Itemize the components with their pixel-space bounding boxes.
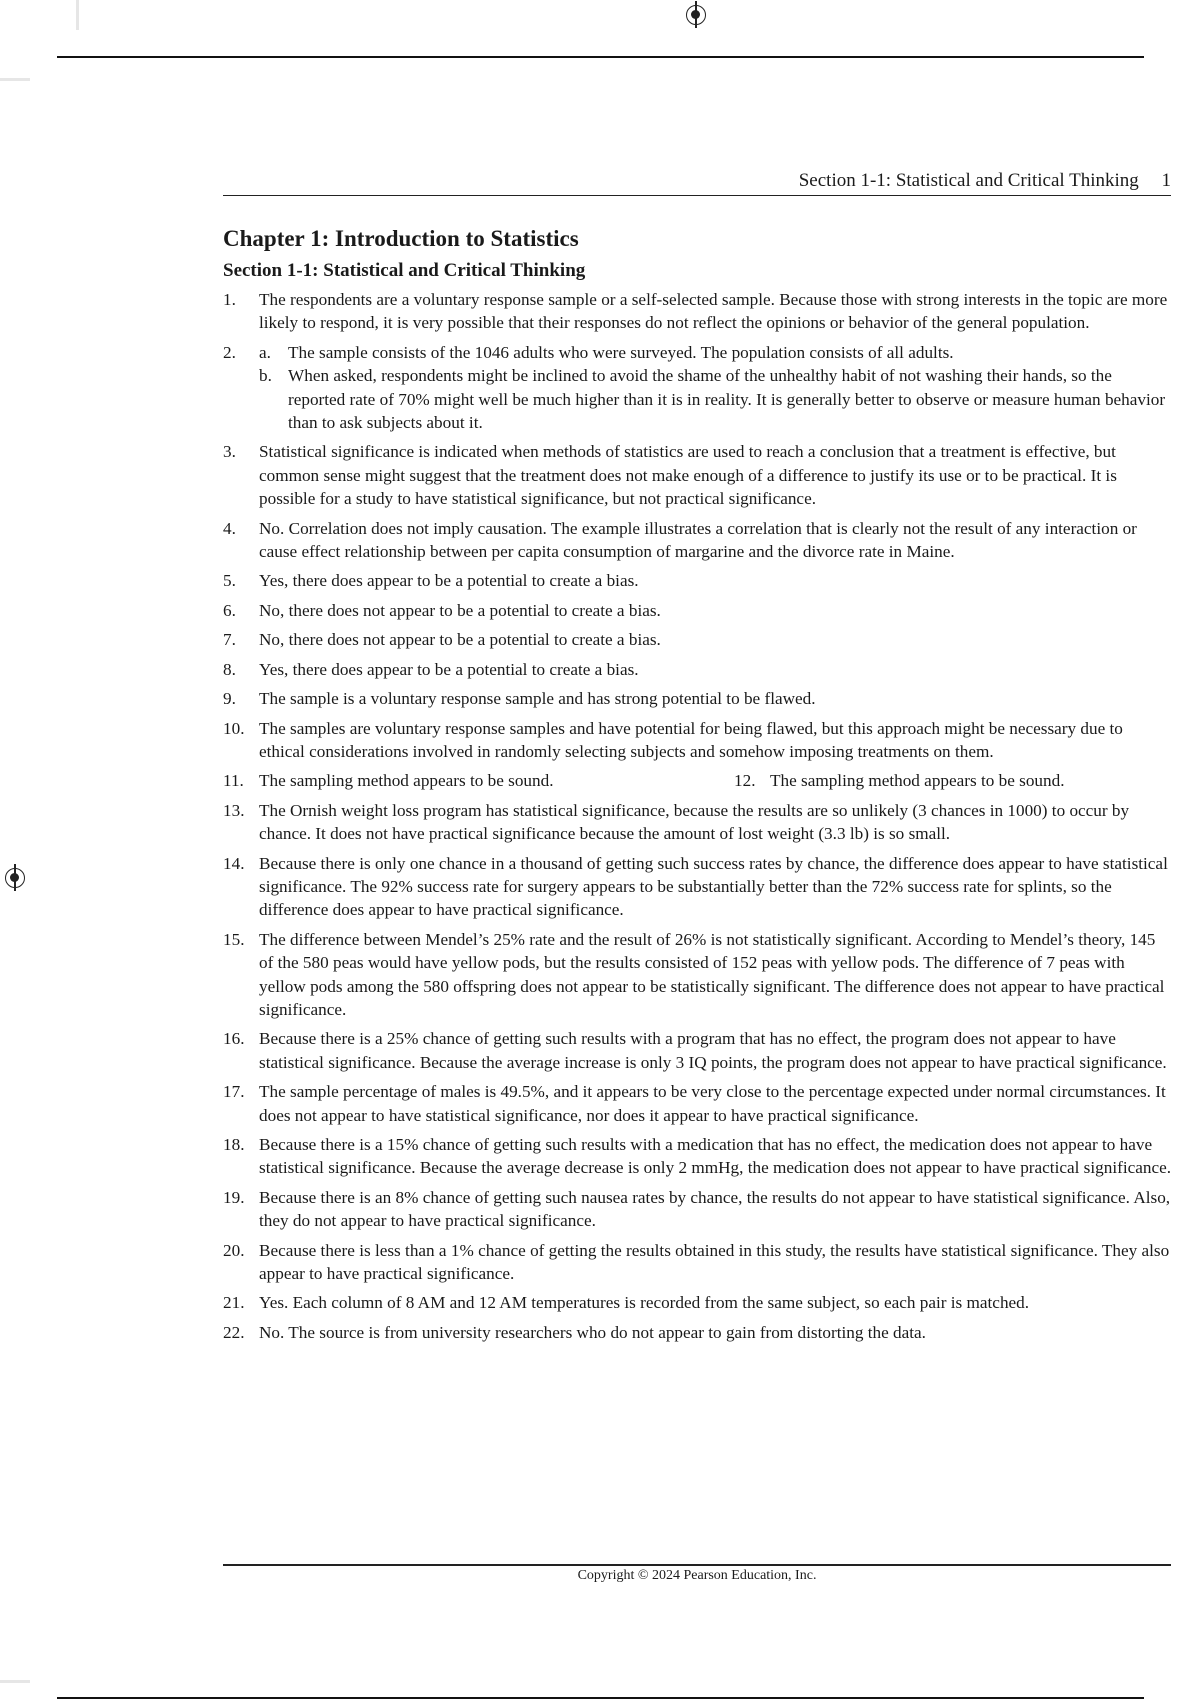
answer-text: No. Correlation does not imply causation. The example illustrates a correlation that is clearly not the result of any interaction or cause effect relationship between per capita consumption of margarine and the divorce rate in Maine.: [259, 518, 1137, 562]
answer-text: No, there does not appear to be a potential to create a bias.: [259, 600, 661, 620]
answer-number: 16.: [223, 1029, 245, 1049]
answer-item: [223, 1321, 1171, 1344]
answer-text: No, there does not appear to be a potential to create a bias.: [259, 630, 661, 650]
footer-rule: [223, 1564, 1171, 1566]
answer-row-two-column: [223, 769, 1171, 792]
answer-text: The sample percentage of males is 49.5%, and it appears to be very close to the percentage expected under normal circumstances. It does not appear to have statistical significance, nor does it appear to have practical significance.: [259, 1082, 1166, 1125]
answer-number: 1.: [223, 290, 236, 309]
answer-item: [223, 1239, 1171, 1286]
crop-mark-top: [76, 0, 79, 30]
answer-item: [223, 799, 1171, 846]
answer-number: 9.: [223, 689, 236, 709]
answer-item: [223, 852, 1171, 922]
answer-text: Yes, there does appear to be a potential to create a bias.: [259, 571, 639, 591]
answer-item: [223, 928, 1171, 1022]
page-number: 1: [1161, 170, 1171, 191]
answer-number: 14.: [223, 853, 245, 873]
answer-subitems: [259, 341, 1171, 435]
answer-text: The Ornish weight loss program has statistical significance, because the results are so unlikely (3 chances in 1000) to occur by chance. It does not have practical significance because the amount of lost weight (3.3 lb) is so small.: [259, 800, 1130, 844]
answer-number: 2.: [223, 342, 236, 362]
answer-text: Because there is a 25% chance of getting such results with a program that has no effect, the program does not appear to have statistical significance. Because the average increase is only 3 IQ points, the program does not appear to have practical significance.: [259, 1029, 1167, 1072]
answer-text: Yes. Each column of 8 AM and 12 AM temperatures is recorded from the same subject, so each pair is matched.: [259, 1293, 1030, 1313]
answer-text: The sampling method appears to be sound.: [770, 771, 1065, 791]
answer-item: [223, 341, 1171, 435]
answer-text: No. The source is from university researchers who do not appear to gain from distorting the data.: [259, 1322, 926, 1342]
answer-item: [223, 599, 1171, 622]
answer-text: Because there is less than a 1% chance of getting the results obtained in this study, the results have statistical significance. They also appear to have practical significance.: [259, 1240, 1170, 1284]
answer-item: [223, 687, 1171, 710]
answer-number: 19.: [223, 1187, 245, 1207]
running-header-title: Section 1-1: Statistical and Critical Thinking: [798, 170, 1139, 191]
trim-rule-bottom: [57, 1697, 1144, 1699]
answer-number: 18.: [223, 1135, 245, 1154]
answer-number: 13.: [223, 800, 245, 820]
answer-item: [223, 658, 1171, 681]
answer-text: The sample is a voluntary response sample and has strong potential to be flawed.: [259, 689, 816, 709]
answer-number: 3.: [223, 442, 236, 462]
answer-text: The respondents are a voluntary response sample or a self-selected sample. Because those with strong interests in the topic are more likely to respond, it is very possible that their responses do not reflect the opinions or behavior of the general population.: [259, 290, 1168, 333]
answer-text: Because there is an 8% chance of getting such nausea rates by chance, the results do not appear to have statistical significance. Also, they do not appear to have practical significance.: [259, 1187, 1171, 1231]
registration-mark-icon: [5, 868, 25, 888]
chapter-title: Chapter 1: Introduction to Statistics: [223, 226, 579, 251]
answer-item: [223, 769, 734, 792]
answer-item: [223, 569, 1171, 592]
crop-mark-left-bottom: [0, 1680, 30, 1683]
answer-item: [734, 769, 1065, 792]
answer-item: [223, 1080, 1171, 1127]
running-header: [223, 170, 1171, 196]
answer-text: Statistical significance is indicated when methods of statistics are used to reach a conclusion that a treatment is effective, but common sense might suggest that the treatment does not make enough of a difference to justify its use or to be practical. It is possible for a study to have statistical significance, but not practical significance.: [259, 442, 1117, 509]
answer-item: [223, 1291, 1171, 1314]
answer-item: [223, 440, 1171, 510]
subitem-text: When asked, respondents might be inclined to avoid the shame of the unhealthy habit of not washing their hands, so the reported rate of 70% might well be much higher than it is in reality. It is generally better to observe or measure human behavior than to ask subjects about it.: [288, 366, 1166, 433]
subitem-label: b.: [259, 366, 272, 386]
answer-number: 21.: [223, 1293, 245, 1313]
registration-mark-icon: [686, 5, 706, 25]
answer-number: 8.: [223, 659, 236, 679]
answer-number: 17.: [223, 1082, 245, 1102]
answer-item: [223, 628, 1171, 651]
subitem-label: a.: [259, 342, 271, 362]
answer-item: [223, 1186, 1171, 1233]
answer-text: The sampling method appears to be sound.: [259, 771, 554, 791]
answer-list: [223, 288, 1171, 1350]
trim-rule-top: [57, 56, 1144, 58]
answer-number: 4.: [223, 518, 236, 538]
answer-item: [223, 517, 1171, 564]
answer-number: 12.: [734, 771, 756, 791]
answer-item: [223, 288, 1171, 335]
answer-text: Because there is only one chance in a thousand of getting such success rates by chance, the difference does appear to have statistical significance. The 92% success rate for surgery appears to be substantially better than the 72% success rate for splints, so the difference does appear to have practical significance.: [259, 853, 1168, 920]
answer-number: 10.: [223, 718, 245, 738]
answer-number: 5.: [223, 571, 236, 591]
answer-subitem: [259, 364, 1171, 434]
copyright-notice: Copyright © 2024 Pearson Education, Inc.: [577, 1568, 817, 1583]
answer-subitem: [259, 341, 1171, 364]
answer-number: 6.: [223, 600, 236, 620]
answer-number: 15.: [223, 929, 245, 949]
answer-number: 22.: [223, 1322, 245, 1342]
answer-number: 7.: [223, 630, 236, 650]
answer-text: The difference between Mendel’s 25% rate and the result of 26% is not statistically significant. According to Mendel’s theory, 145 of the 580 peas would have yellow pods, but the results consisted of 152 peas with yellow pods. The difference of 7 peas with yellow pods among the 580 offspring does not appear to be statistically significant. The difference does not appear to have practical significance.: [259, 929, 1165, 1019]
answer-item: [223, 1133, 1171, 1180]
answer-item: [223, 717, 1171, 764]
answer-text: Yes, there does appear to be a potential to create a bias.: [259, 659, 639, 679]
answer-text: Because there is a 15% chance of getting such results with a medication that has no effect, the medication does not appear to have statistical significance. Because the average decrease is only 2 mmHg, the medication does not appear to have practical significance.: [259, 1135, 1172, 1178]
answer-number: 11.: [223, 771, 244, 791]
answer-text: The samples are voluntary response samples and have potential for being flawed, but this approach might be necessary due to ethical considerations involved in randomly selecting subjects and somehow imposing treatments on them.: [259, 718, 1123, 761]
subitem-text: The sample consists of the 1046 adults who were surveyed. The population consists of all adults.: [288, 342, 954, 362]
section-title: Section 1-1: Statistical and Critical Thinking: [223, 260, 586, 281]
answer-number: 20.: [223, 1240, 245, 1260]
crop-mark-left-top: [0, 78, 30, 81]
answer-item: [223, 1027, 1171, 1074]
